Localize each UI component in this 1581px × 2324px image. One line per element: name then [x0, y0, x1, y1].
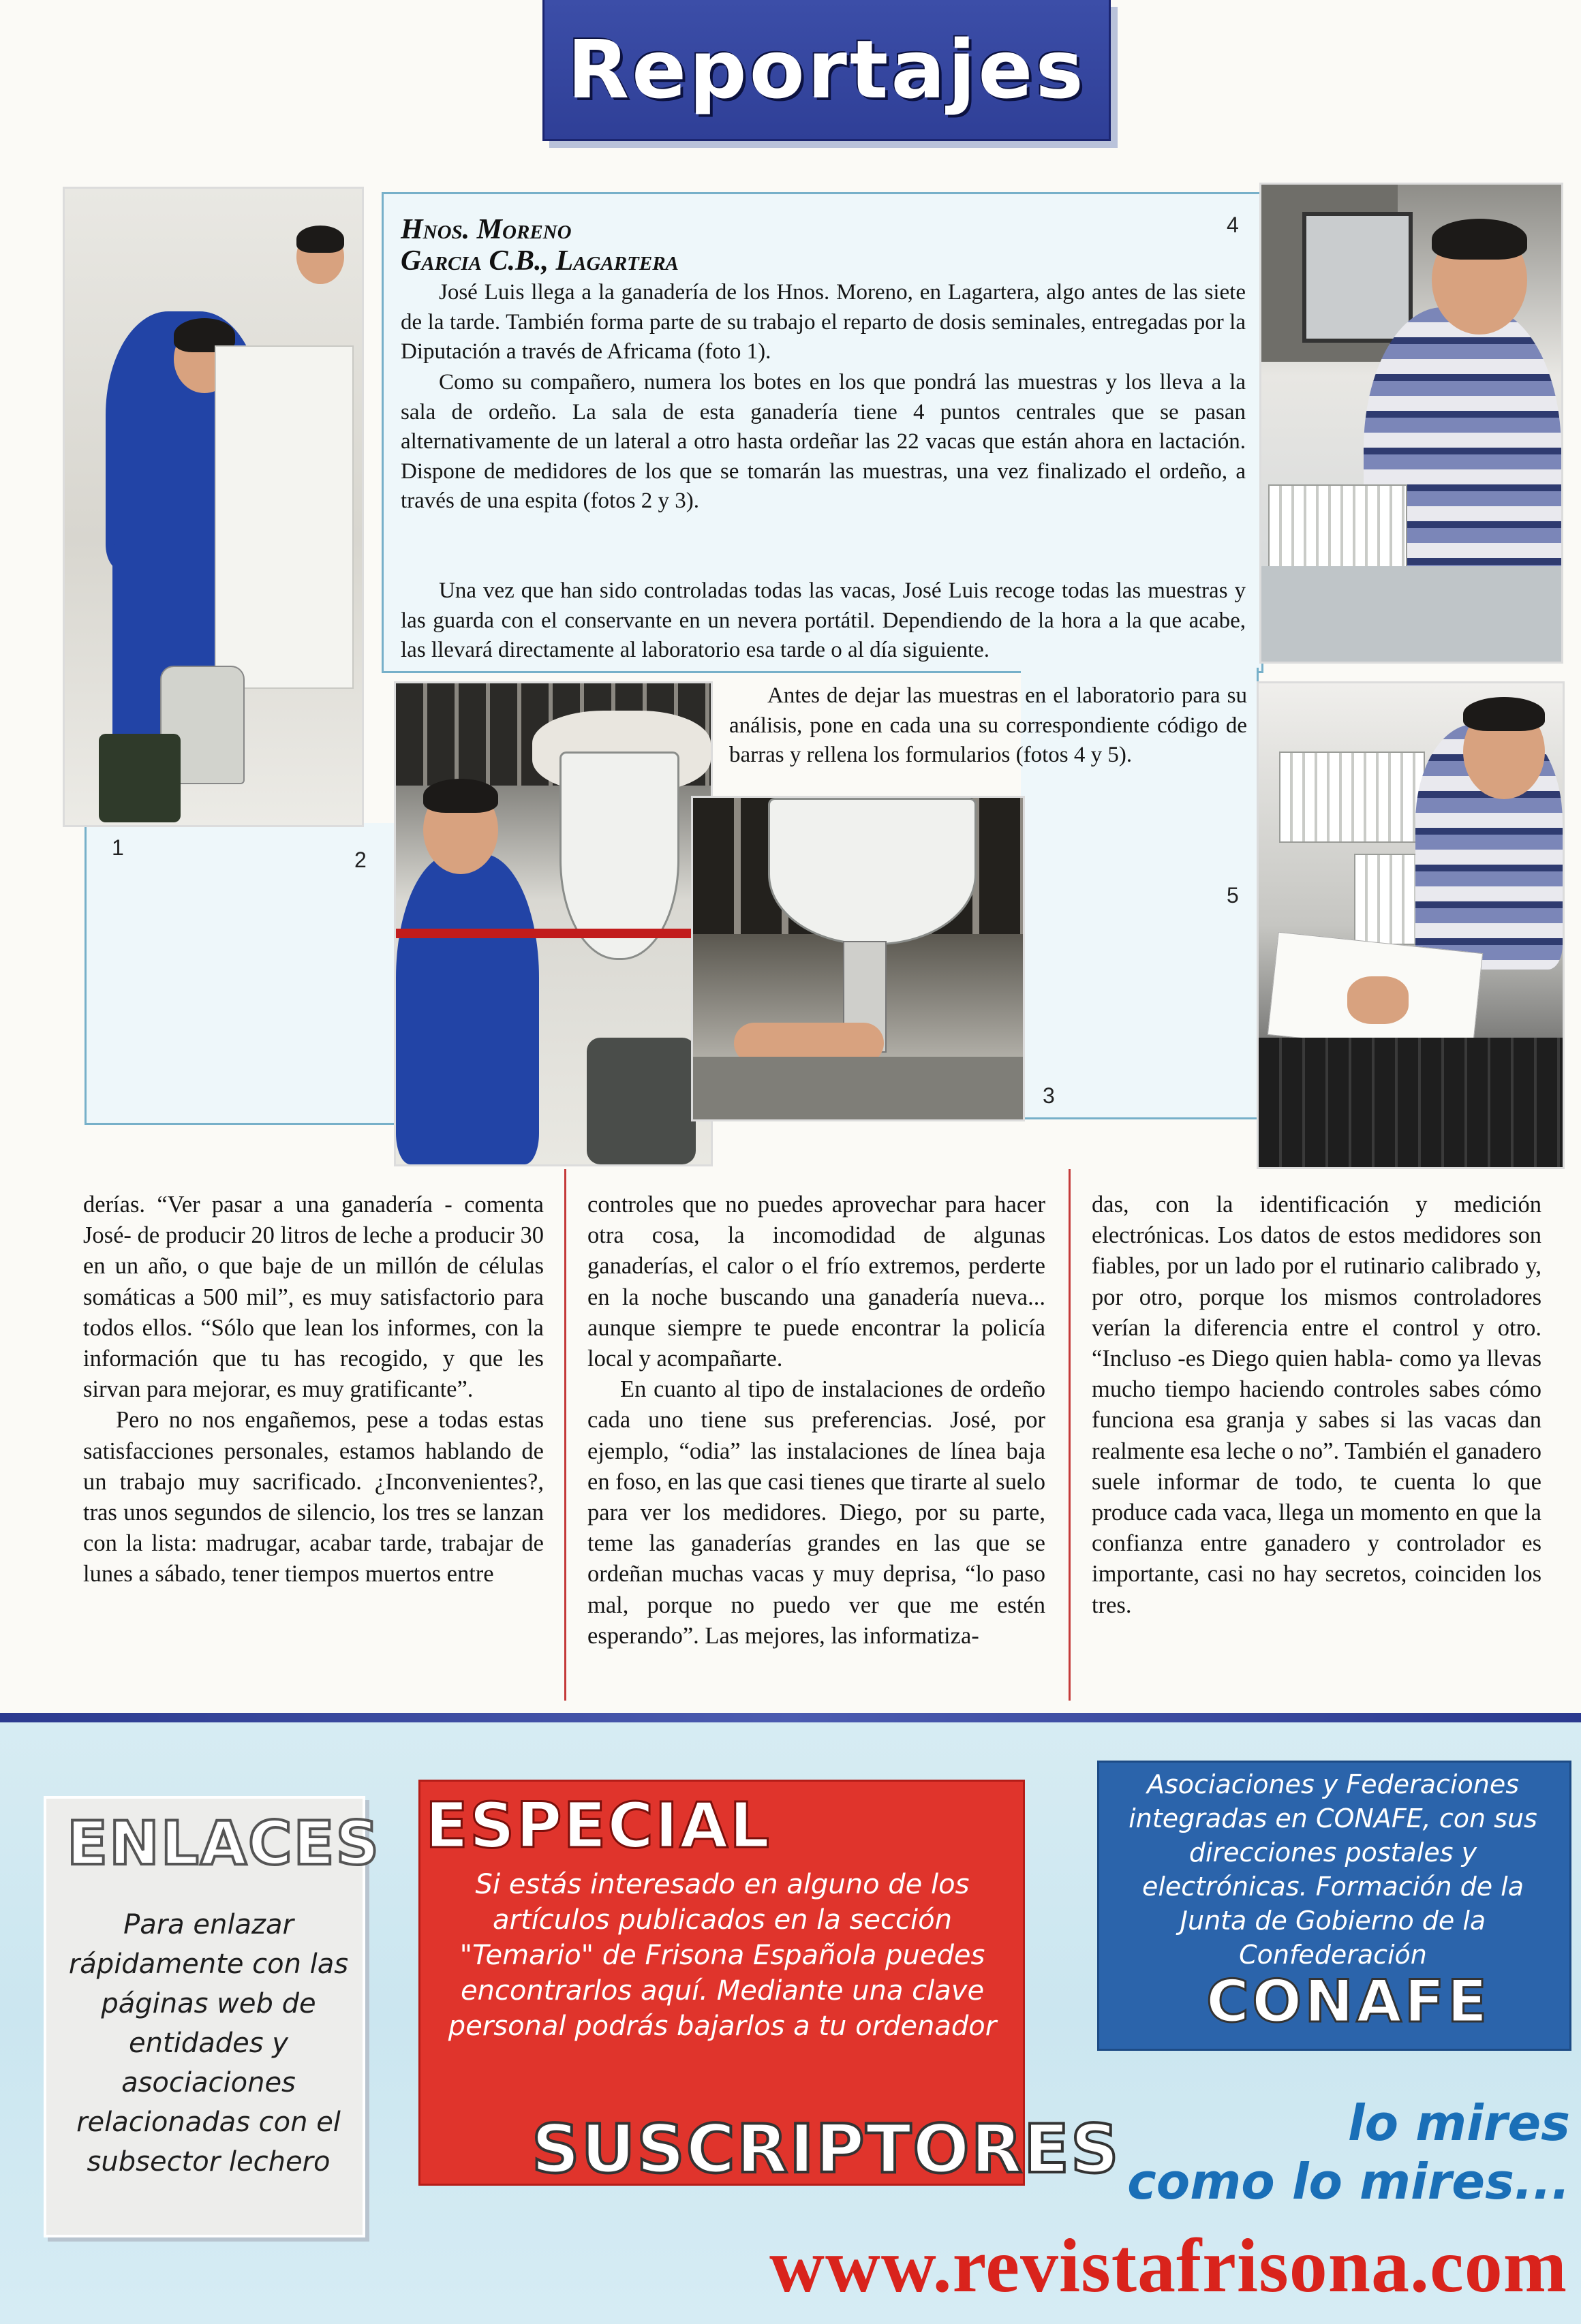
- article-column-1: [83, 1190, 544, 1590]
- article-column-2: [587, 1190, 1045, 1652]
- photo-2: [394, 681, 713, 1166]
- slogan-line-1: lo mires: [1347, 2094, 1570, 2152]
- photo-2-label: 2: [354, 848, 367, 872]
- suscriptores-heading: SUSCRIPTORES: [532, 2111, 1120, 2188]
- article-column-3: [1092, 1190, 1541, 1621]
- column-divider: [1069, 1169, 1071, 1701]
- section-header-tab: [542, 0, 1111, 141]
- photo-5: [1257, 681, 1565, 1169]
- website-link[interactable]: www.revistafrisona.com: [769, 2224, 1567, 2308]
- article-paragraph: En cuanto al tipo de instalaciones de ordeño cada uno tiene sus preferencias. José, por ejemplo, “odia” las instalaciones de línea baja en foso, en las que casi tienes que tirarte al suelo para ver los medidores. Diego, por su parte, teme las ganaderías grandes en las que se ordeñan muchas vacas y muy deprisa, “lo paso mal, porque no puedo ver que me estén esperando”. Las mejores, las informatiza-: [587, 1376, 1045, 1649]
- enlaces-text: Para enlazar rápidamente con las páginas web de entidades y asociaciones relacionadas con el subsector lechero: [68, 1909, 349, 2178]
- intro-title-line2: Garcia C.B., Lagartera: [401, 245, 679, 277]
- photo-4-label: 4: [1227, 213, 1239, 237]
- conafe-heading: CONAFE: [1206, 1968, 1490, 2036]
- slogan-line-2: como lo mires...: [1127, 2153, 1570, 2210]
- intro-paragraph-2: Como su compañero, numera los botes en los que pondrá las muestras y los lleva a la sala de ordeño. La sala de esta ganadería tiene 4 puntos centrales que se pasan alternativamente de un lateral a otro hasta ordeñar las 22 vacas que están ahora en lactación. Dispone de medidores de los que se tomarán las muestras, una vez finalizado el ordeño, a través de una espita (fotos 2 y 3).: [401, 370, 1246, 513]
- intro-title-line1: Hnos. Moreno: [401, 214, 572, 245]
- photo-3: [691, 796, 1025, 1121]
- intro-paragraph-3: Una vez que han sido controladas todas las vacas, José Luis recoge todas las muestras y las guarda con el conservante en un nevera portátil. Dependiendo de la hora a la que acabe, las llevará directamente al laboratorio esa tarde o al día siguiente.: [401, 578, 1246, 662]
- section-title: Reportajes: [567, 22, 1086, 117]
- article-paragraph: das, con la identificación y medición electrónicas. Los datos de estos medidores son fiables, por un lado por el rutinario calibrado y, por otro, porque los mismos controladores verían la diferencia entre el control y otro. “Incluso -es Diego quien habla- como ya llevas mucho tiempo haciendo controles sabes cómo funciona esa granja y sabes si las vacas dan realmente esa leche o no”. También el ganadero suele informar de todo, te cuenta lo que produce cada vaca, llega un momento en que la confianza entre ganadero y controlador es importante, casi no hay secretos, coinciden los tres.: [1092, 1192, 1541, 1618]
- photo-1: [63, 187, 364, 827]
- enlaces-heading: ENLACES: [67, 1808, 381, 1878]
- intro-paragraph-4: Antes de dejar las muestras en el laboratorio para su análisis, pone en cada una su correspondiente código de barras y rellena los formularios (fotos 4 y 5).: [729, 683, 1247, 767]
- conafe-text: Asociaciones y Federaciones integradas en CONAFE, con sus direcciones postales y electrónicas. Formación de la Junta de Gobierno de la Confederación: [1129, 1769, 1537, 1970]
- intro-box-frame-left: [85, 823, 396, 1125]
- especial-text: Si estás interesado en alguno de los artículos publicados en la sección "Temario" de Frisona Española puedes encontrarlos aquí. Mediante una clave personal podrás bajarlos a tu ordenador: [448, 1869, 997, 2042]
- article-paragraph: controles que no puedes aprovechar para hacer otra cosa, la incomodidad de algunas ganaderías, el calor o el frío extremos, perderte en la noche buscando una ganadería nueva... aunque siempre te puede encontrar la policía local y acompañarte.: [587, 1192, 1045, 1372]
- especial-heading: ESPECIAL: [425, 1789, 771, 1862]
- column-divider: [564, 1169, 566, 1701]
- footer-top-border: [0, 1713, 1581, 1722]
- photo-3-label: 3: [1043, 1083, 1055, 1108]
- article-paragraph: Pero no nos engañemos, pese a todas estas satisfacciones personales, estamos hablando de un trabajo muy sacrificado. ¿Inconvenientes?, tras unos segundos de silencio, los tres se lanzan con la lista: madrugar, acabar tarde, trabajar de lunes a sábado, tener tiempos muertos entre: [83, 1407, 544, 1587]
- intro-title: [401, 214, 1014, 277]
- photo-4: [1259, 183, 1563, 664]
- intro-paragraph-1: José Luis llega a la ganadería de los Hnos. Moreno, en Lagartera, algo antes de las siete de la tarde. También forma parte de su trabajo el reparto de dosis seminales, entregadas por la Diputación a través de Africama (foto 1).: [401, 280, 1246, 364]
- article-paragraph: derías. “Ver pasar a una ganadería - comenta José- de producir 20 litros de leche a producir 30 en un año, o que baje de un millón de células somáticas a 500 mil”, es muy satisfactorio para todos ellos. “Sólo que lean los informes, con la información que tu has recogido, y que les sirvan para mejorar, es muy gratificante”.: [83, 1192, 544, 1403]
- photo-5-label: 5: [1227, 883, 1239, 908]
- photo-1-label: 1: [112, 835, 124, 860]
